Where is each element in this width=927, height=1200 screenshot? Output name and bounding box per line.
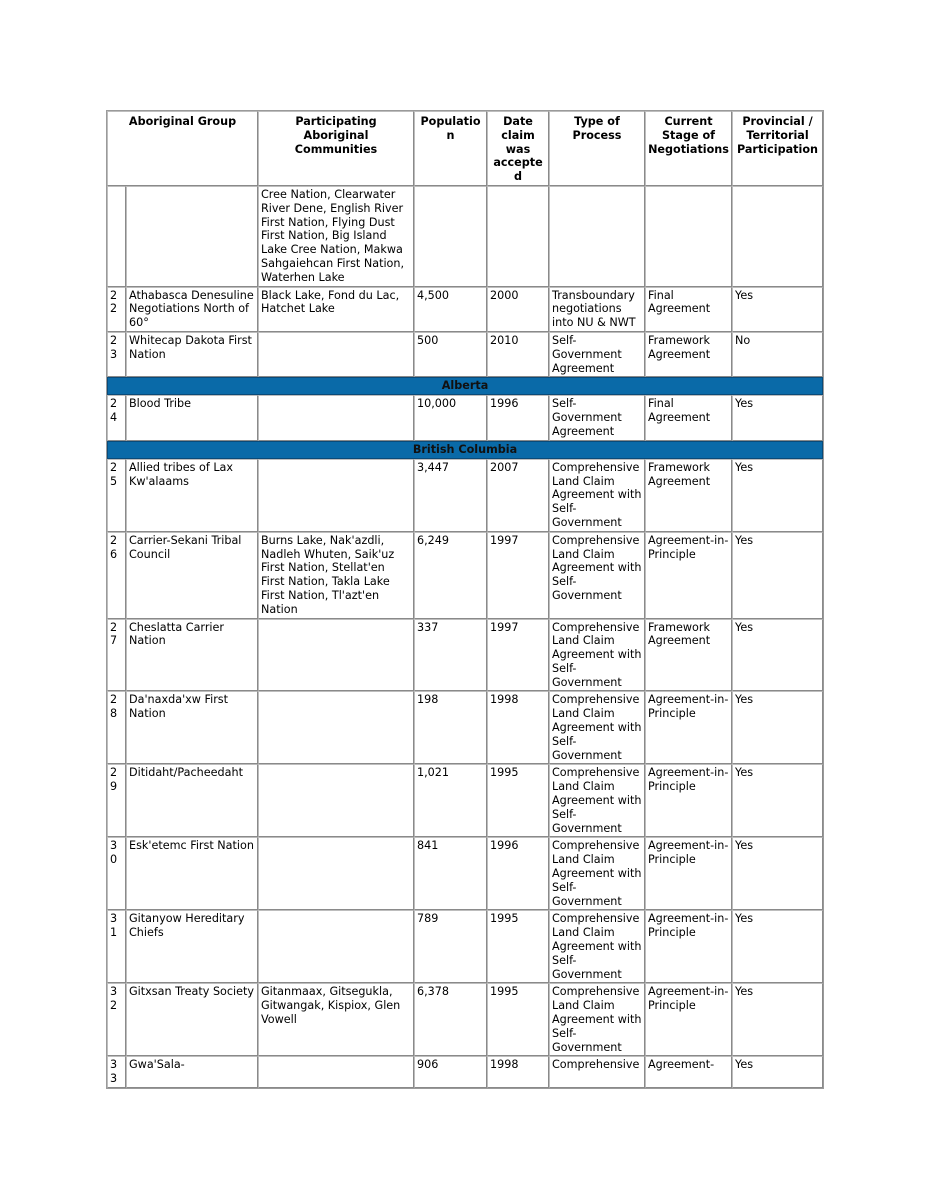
communities-cell xyxy=(258,619,414,692)
header-population: Population xyxy=(414,111,487,186)
population-cell: 500 xyxy=(414,332,487,377)
row-number: 22 xyxy=(107,287,126,332)
stage-cell xyxy=(645,186,732,287)
row-number: 29 xyxy=(107,764,126,837)
section-header-alberta xyxy=(107,377,823,395)
date-cell: 1998 xyxy=(487,691,549,764)
table-row xyxy=(107,1056,823,1088)
communities-cell: Black Lake, Fond du Lac, Hatchet Lake xyxy=(258,287,414,332)
header-date-accepted: Date claim was accepted xyxy=(487,111,549,186)
date-cell: 2000 xyxy=(487,287,549,332)
population-cell: 10,000 xyxy=(414,395,487,440)
row-number: 24 xyxy=(107,395,126,440)
date-cell: 1997 xyxy=(487,619,549,692)
communities-cell xyxy=(258,764,414,837)
process-cell: Comprehensive Land Claim Agreement with Self-Government xyxy=(549,691,645,764)
population-cell: 841 xyxy=(414,837,487,910)
date-cell: 1995 xyxy=(487,983,549,1056)
date-cell: 1996 xyxy=(487,395,549,440)
group-cell: Whitecap Dakota First Nation xyxy=(126,332,258,377)
communities-cell xyxy=(258,459,414,532)
date-cell: 2010 xyxy=(487,332,549,377)
process-cell: Comprehensive Land Claim Agreement with Self-Government xyxy=(549,837,645,910)
communities-cell: Cree Nation, Clearwater River Dene, English River First Nation, Flying Dust First Nation, Big Island Lake Cree Nation, Makwa Sahgaiehcan First Nation, Waterhen Lake xyxy=(258,186,414,287)
row-number: 28 xyxy=(107,691,126,764)
participation-cell: Yes xyxy=(732,691,823,764)
stage-cell: Agreement-in-Principle xyxy=(645,983,732,1056)
participation-cell: Yes xyxy=(732,983,823,1056)
row-number: 32 xyxy=(107,983,126,1056)
group-cell: Ditidaht/Pacheedaht xyxy=(126,764,258,837)
header-aboriginal-group: Aboriginal Group xyxy=(107,111,258,186)
group-cell: Gitanyow Hereditary Chiefs xyxy=(126,910,258,983)
population-cell xyxy=(414,186,487,287)
table-row xyxy=(107,532,823,619)
participation-cell: Yes xyxy=(732,287,823,332)
stage-cell: Agreement-in-Principle xyxy=(645,691,732,764)
date-cell: 1998 xyxy=(487,1056,549,1088)
row-number: 25 xyxy=(107,459,126,532)
participation-cell: Yes xyxy=(732,619,823,692)
process-cell: Self-Government Agreement xyxy=(549,395,645,440)
communities-cell: Gitanmaax, Gitsegukla, Gitwangak, Kispiox, Glen Vowell xyxy=(258,983,414,1056)
communities-cell xyxy=(258,1056,414,1088)
stage-cell: Framework Agreement xyxy=(645,332,732,377)
participation-cell: Yes xyxy=(732,532,823,619)
header-current-stage: Current Stage of Negotiations xyxy=(645,111,732,186)
date-cell: 2007 xyxy=(487,459,549,532)
group-cell: Athabasca Denesuline Negotiations North of 60° xyxy=(126,287,258,332)
table-row xyxy=(107,910,823,983)
section-label: British Columbia xyxy=(107,441,823,459)
stage-cell: Agreement-in-Principle xyxy=(645,837,732,910)
group-cell xyxy=(126,186,258,287)
table-row xyxy=(107,837,823,910)
process-cell: Comprehensive Land Claim Agreement with Self-Government xyxy=(549,764,645,837)
participation-cell xyxy=(732,186,823,287)
table-row xyxy=(107,619,823,692)
header-participating-communities: Participating Aboriginal Communities xyxy=(258,111,414,186)
date-cell: 1995 xyxy=(487,764,549,837)
date-cell xyxy=(487,186,549,287)
population-cell: 4,500 xyxy=(414,287,487,332)
header-type-of-process: Type of Process xyxy=(549,111,645,186)
communities-cell xyxy=(258,332,414,377)
process-cell: Self-Government Agreement xyxy=(549,332,645,377)
process-cell: Comprehensive Land Claim Agreement with Self-Government xyxy=(549,619,645,692)
participation-cell: Yes xyxy=(732,910,823,983)
row-number: 23 xyxy=(107,332,126,377)
table-row xyxy=(107,287,823,332)
process-cell xyxy=(549,186,645,287)
stage-cell: Agreement-in-Principle xyxy=(645,910,732,983)
table-row xyxy=(107,395,823,440)
population-cell: 1,021 xyxy=(414,764,487,837)
stage-cell: Framework Agreement xyxy=(645,459,732,532)
process-cell: Comprehensive Land Claim Agreement with Self-Government xyxy=(549,983,645,1056)
row-number: 27 xyxy=(107,619,126,692)
group-cell: Esk'etemc First Nation xyxy=(126,837,258,910)
process-cell: Comprehensive Land Claim Agreement with Self-Government xyxy=(549,532,645,619)
group-cell: Allied tribes of Lax Kw'alaams xyxy=(126,459,258,532)
participation-cell: Yes xyxy=(732,764,823,837)
group-cell: Da'naxda'xw First Nation xyxy=(126,691,258,764)
communities-cell xyxy=(258,395,414,440)
population-cell: 337 xyxy=(414,619,487,692)
participation-cell: Yes xyxy=(732,395,823,440)
stage-cell: Agreement-in-Principle xyxy=(645,764,732,837)
communities-cell xyxy=(258,837,414,910)
group-cell: Gitxsan Treaty Society xyxy=(126,983,258,1056)
stage-cell: Framework Agreement xyxy=(645,619,732,692)
header-row xyxy=(107,111,823,186)
table-row xyxy=(107,983,823,1056)
communities-cell: Burns Lake, Nak'azdli, Nadleh Whuten, Saik'uz First Nation, Stellat'en First Nation, Takla Lake First Nation, Tl'azt'en Nation xyxy=(258,532,414,619)
row-number xyxy=(107,186,126,287)
process-cell: Transboundary negotiations into NU & NWT xyxy=(549,287,645,332)
group-cell: Cheslatta Carrier Nation xyxy=(126,619,258,692)
population-cell: 906 xyxy=(414,1056,487,1088)
header-provincial-participation: Provincial / Territorial Participation xyxy=(732,111,823,186)
row-number: 33 xyxy=(107,1056,126,1088)
stage-cell: Agreement- xyxy=(645,1056,732,1088)
date-cell: 1997 xyxy=(487,532,549,619)
group-cell: Blood Tribe xyxy=(126,395,258,440)
document-page xyxy=(106,110,822,1089)
communities-cell xyxy=(258,691,414,764)
participation-cell: Yes xyxy=(732,1056,823,1088)
stage-cell: Final Agreement xyxy=(645,395,732,440)
population-cell: 198 xyxy=(414,691,487,764)
population-cell: 6,249 xyxy=(414,532,487,619)
table-row xyxy=(107,459,823,532)
participation-cell: No xyxy=(732,332,823,377)
date-cell: 1996 xyxy=(487,837,549,910)
process-cell: Comprehensive xyxy=(549,1056,645,1088)
table-row xyxy=(107,691,823,764)
date-cell: 1995 xyxy=(487,910,549,983)
stage-cell: Agreement-in-Principle xyxy=(645,532,732,619)
population-cell: 6,378 xyxy=(414,983,487,1056)
group-cell: Gwa'Sala- xyxy=(126,1056,258,1088)
section-header-british-columbia xyxy=(107,441,823,459)
communities-cell xyxy=(258,910,414,983)
group-cell: Carrier-Sekani Tribal Council xyxy=(126,532,258,619)
claims-table xyxy=(106,110,824,1089)
population-cell: 789 xyxy=(414,910,487,983)
table-row xyxy=(107,186,823,287)
table-row xyxy=(107,332,823,377)
population-cell: 3,447 xyxy=(414,459,487,532)
row-number: 26 xyxy=(107,532,126,619)
stage-cell: Final Agreement xyxy=(645,287,732,332)
section-label: Alberta xyxy=(107,377,823,395)
table-row xyxy=(107,764,823,837)
row-number: 30 xyxy=(107,837,126,910)
row-number: 31 xyxy=(107,910,126,983)
participation-cell: Yes xyxy=(732,459,823,532)
participation-cell: Yes xyxy=(732,837,823,910)
process-cell: Comprehensive Land Claim Agreement with Self-Government xyxy=(549,459,645,532)
process-cell: Comprehensive Land Claim Agreement with Self-Government xyxy=(549,910,645,983)
